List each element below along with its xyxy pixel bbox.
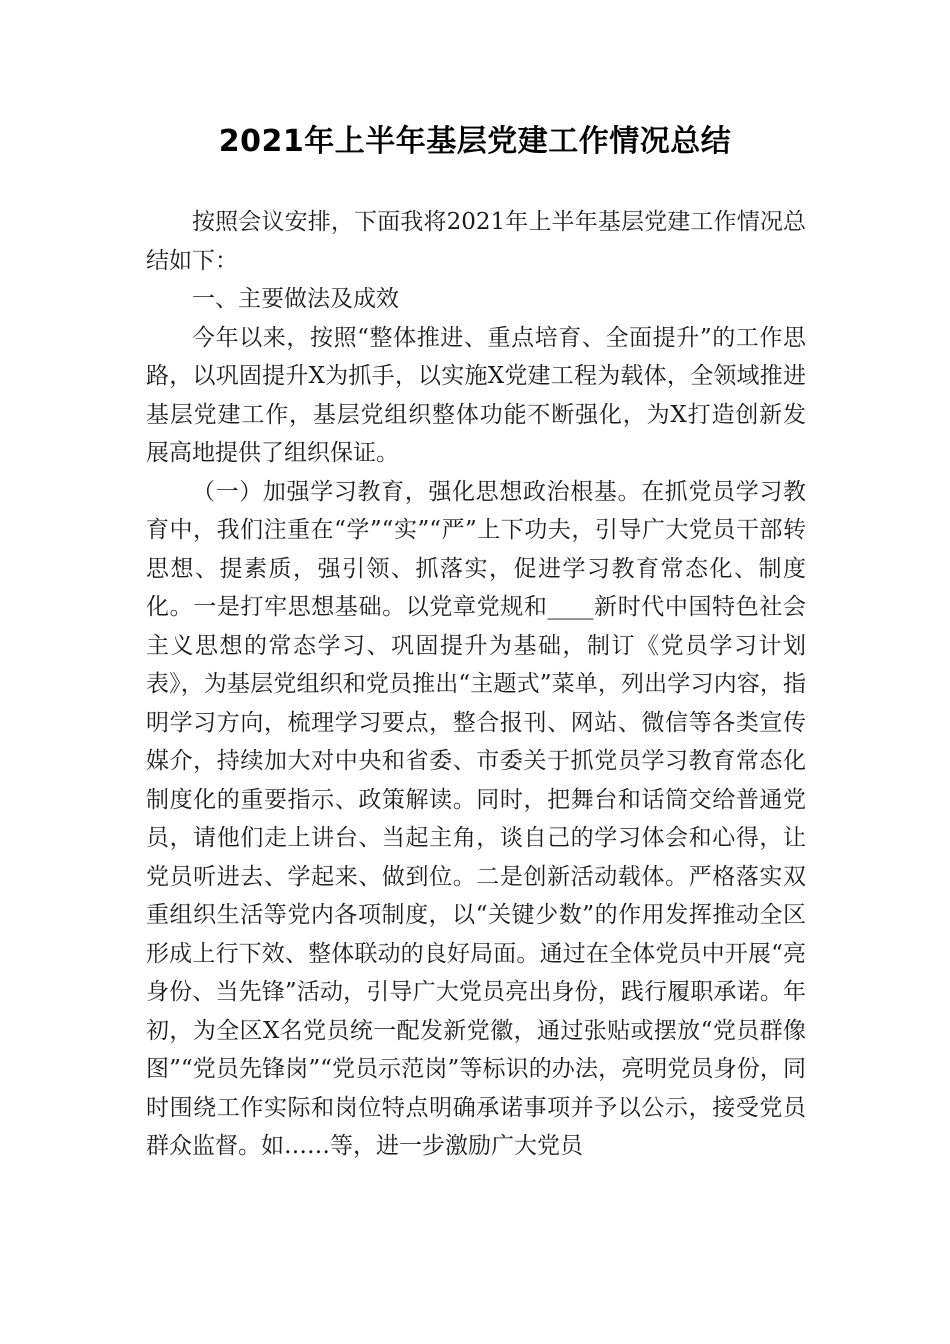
subsection-paragraph: （一）加强学习教育，强化思想政治根基。在抓党员学习教育中，我们注重在“学”“实”“严”上下功夫，引导广大党员干部转思想、提素质，强引领、抓落实，促进学习教育常态化、制度化。一是打牢思想基础。以党章党规和____新时代中国特色社会主义思想的常态学习、巩固提升为基础，制订《党员学习计划表》，为基层党组织和党员推出“主题式”菜单，列出学习内容，指明学习方向，梳理学习要点，整合报刊、网站、微信等各类宣传媒介，持续加大对中央和省委、市委关于抓党员学习教育常态化制度化的重要指示、政策解读。同时，把舞台和话筒交给普通党员，请他们走上讲台、当起主角，谈自己的学习体会和心得，让党员听进去、学起来、做到位。二是创新活动载体。严格落实双重组织生活等党内各项制度，以“关键少数”的作用发挥推动全区形成上行下效、整体联动的良好局面。通过在全体党员中开展“亮身份、当先锋”活动，引导广大党员亮出身份，践行履职承诺。年初，为全区X名党员统一配发新党徽，通过张贴或摆放“党员群像图”“党员先锋岗”“党员示范岗”等标识的办法，亮明党员身份，同时围绕工作实际和岗位特点明确承诺事项并予以公示，接受党员群众监督。如……等，进一步激励广大党员 bbox=[146, 478, 806, 1159]
document-body bbox=[146, 203, 806, 1166]
section-heading: 一、主要做法及成效 bbox=[192, 286, 399, 312]
intro-paragraph: 按照会议安排，下面我将2021年上半年基层党建工作情况总结如下： bbox=[146, 209, 806, 274]
overview-paragraph: 今年以来，按照“整体推进、重点培育、全面提升”的工作思路，以巩固提升X为抓手，以实施X党建工程为载体，全领域推进基层党建工作，基层党组织整体功能不断强化，为X打造创新发展高地提供了组织保证。 bbox=[146, 324, 806, 466]
document-title: 2021年上半年基层党建工作情况总结 bbox=[218, 124, 732, 159]
